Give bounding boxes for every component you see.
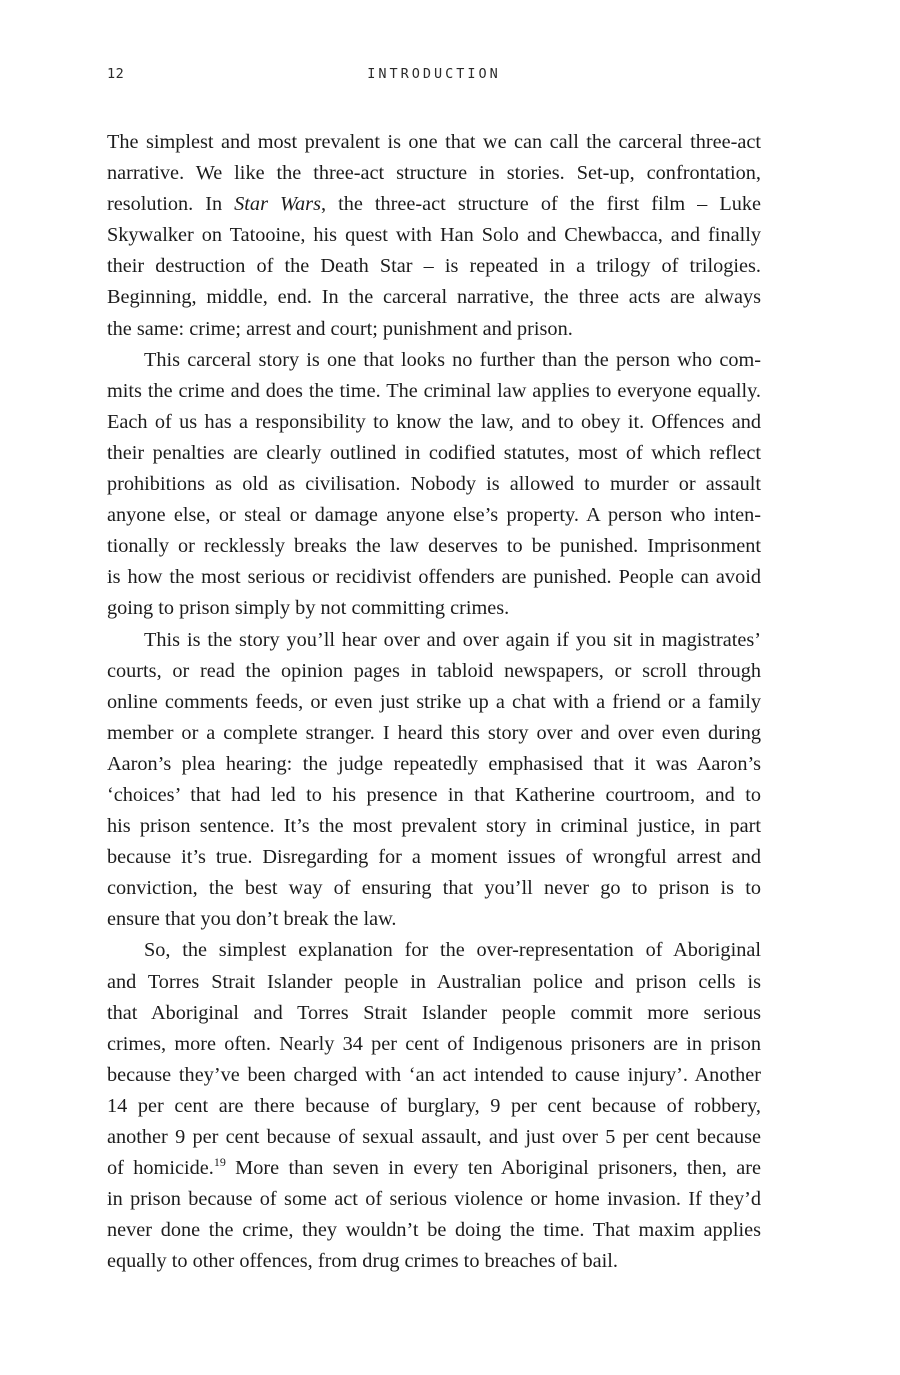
text-line: Each of us has a responsibility to know the law, and to obey it. Offences and (107, 410, 761, 433)
text-line: prohibitions as old as civilisation. Nobody is allowed to murder or assault (107, 473, 761, 496)
text-line: another 9 per cent because of sexual assault, and just over 5 per cent because (107, 1126, 761, 1148)
text-line: courts, or read the opinion pages in tabloid newspapers, or scroll through (107, 659, 761, 682)
text-line: member or a complete stranger. I heard this story over and over even during (107, 721, 761, 744)
text-line: because they’ve been charged with ‘an act intended to cause injury’. Another (107, 1063, 761, 1086)
text-line: Beginning, middle, end. In the carceral narrative, the three acts are always (107, 286, 761, 309)
text-line: that Aboriginal and Torres Strait Islander people commit more serious (107, 1001, 761, 1024)
text-line: crimes, more often. Nearly 34 per cent of Indigenous prisoners are in prison (107, 1032, 761, 1055)
text-line: ‘choices’ that had led to his presence in that Katherine courtroom, and to (107, 783, 761, 806)
paragraph (107, 345, 761, 625)
page-number: 12 (107, 66, 125, 82)
italic-title: Star Wars (234, 193, 321, 216)
text-line: So, the simplest explanation for the over-representation of Aboriginal (144, 939, 761, 962)
text-line: 14 per cent are there because of burglary, 9 per cent because of robbery, (107, 1094, 761, 1117)
text-line: in prison because of some act of serious violence or home invasion. If they’d (107, 1188, 761, 1211)
text-line: never done the crime, they wouldn’t be doing the time. That maxim applies (107, 1219, 761, 1242)
running-title: INTRODUCTION (367, 66, 501, 82)
paragraph (107, 127, 761, 345)
text-line: The simplest and most prevalent is one that we can call the carceral three-act (107, 131, 761, 153)
body-text (107, 127, 761, 1277)
text-line: This is the story you’ll hear over and over again if you sit in magistrates’ (144, 628, 761, 651)
paragraph (107, 625, 761, 936)
text-line: narrative. We like the three-act structure in stories. Set-up, confrontation, (107, 162, 761, 185)
paragraph (107, 935, 761, 1277)
running-head (107, 66, 761, 90)
text-line: the same: crime; arrest and court; punishment and prison. (107, 317, 573, 340)
text-line: going to prison simply by not committing crimes. (107, 597, 510, 620)
text-line: ensure that you don’t break the law. (107, 908, 397, 931)
text-line: of homicide.$^{19}$ More than seven in every ten Aboriginal prisoners, then, are (107, 1155, 761, 1180)
text-line: their destruction of the Death Star – is repeated in a trilogy of trilogies. (107, 255, 761, 278)
text-line: tionally or recklessly breaks the law deserves to be punished. Imprisonment (107, 535, 761, 558)
text-line: Aaron’s plea hearing: the judge repeatedly emphasised that it was Aaron’s (107, 752, 761, 775)
text-line: is how the most serious or recidivist offenders are punished. People can avoid (107, 566, 761, 589)
text-line: online comments feeds, or even just strike up a chat with a friend or a family (107, 690, 761, 713)
text-line: anyone else, or steal or damage anyone else’s property. A person who inten- (107, 504, 761, 527)
text-line: and Torres Strait Islander people in Australian police and prison cells is (107, 970, 761, 993)
text-line: Skywalker on Tatooine, his quest with Han Solo and Chewbacca, and finally (107, 224, 761, 247)
text-line: because it’s true. Disregarding for a moment issues of wrongful arrest and (107, 846, 761, 869)
text-line: equally to other offences, from drug crimes to breaches of bail. (107, 1250, 618, 1273)
text-line: his prison sentence. It’s the most prevalent story in criminal justice, in part (107, 815, 761, 838)
text-line: conviction, the best way of ensuring that you’ll never go to prison is to (107, 877, 761, 900)
text-line: mits the crime and does the time. The criminal law applies to everyone equally. (107, 379, 761, 402)
text-line: resolution. In Star Wars, the three-act structure of the first film – Luke (107, 193, 761, 216)
text-line: This carceral story is one that looks no further than the person who com- (144, 348, 761, 371)
text-line: their penalties are clearly outlined in codified statutes, most of which reflect (107, 441, 761, 464)
footnote-ref[interactable]: 19 (213, 1155, 226, 1170)
